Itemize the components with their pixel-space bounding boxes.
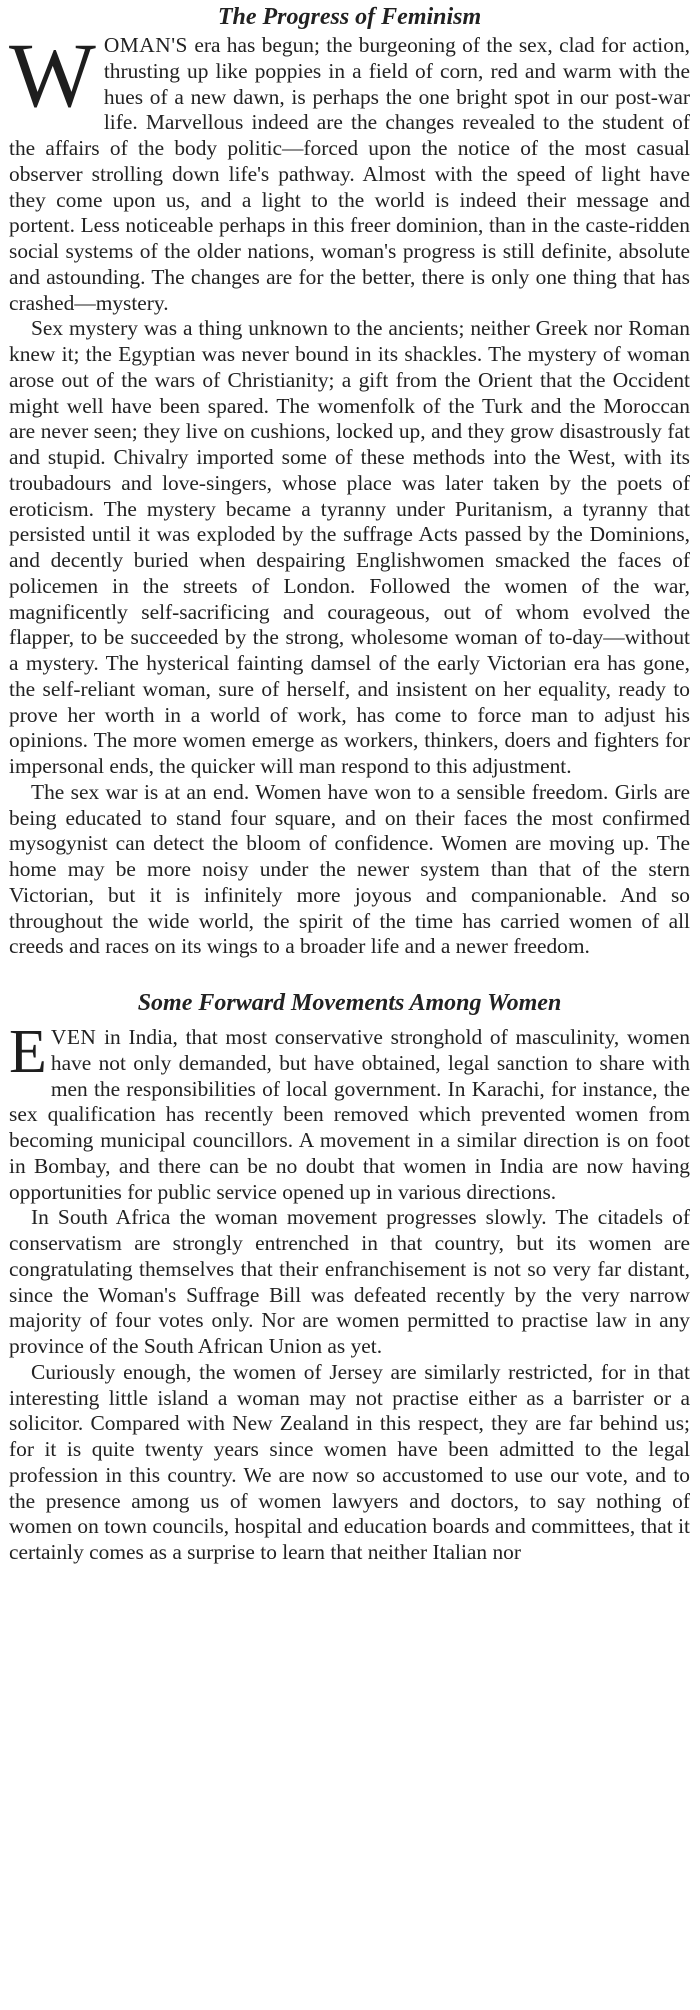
lead-in-caps: VEN: [50, 1025, 97, 1049]
article-paragraph: In South Africa the woman movement progresses slowly. The citadels of conservatism are strongly entrenched in that country, but its women are congratulating themselves that their enfranchisement is not so very far distant, since the Woman's Suffrage Bill was defeated recently by the very narrow majority of four votes only. Nor are women permitted to practise law in any province of the South African Union as yet.: [9, 1205, 690, 1358]
drop-cap: E: [9, 1018, 47, 1086]
article-paragraph: [9, 1018, 690, 1205]
article-paragraph: Sex mystery was a thing unknown to the ancients; neither Greek nor Roman knew it; the Egyptian was never bound in its shackles. The mystery of woman arose out of the wars of Christianity; a gift from the Orient that the Occident might well have been spared. The womenfolk of the Turk and the Moroccan are never seen; they live on cushions, locked up, and they grow disastrously fat and stupid. Chivalry imported some of these methods into the West, with its troubadours and love-singers, whose place was later taken by the poets of eroticism. The mystery became a tyranny under Puritanism, a tyranny that persisted until it was exploded by the suffrage Acts passed by the Dominions, and decently buried when despairing Englishwomen smacked the faces of policemen in the streets of London. Followed the women of the war, magnificently self-sacrificing and courageous, out of whom evolved the flapper, to be succeeded by the strong, wholesome woman of to-day—without a mystery. The hysterical fainting damsel of the early Victorian era has gone, the self-reliant woman, sure of herself, and insistent on her equality, ready to prove her worth in a world of work, has come to force man to adjust his opinions. The more women emerge as workers, thinkers, doers and fighters for impersonal ends, the quicker will man respond to this adjustment.: [9, 316, 690, 778]
paragraph-text: in India, that most conservative stronghold of masculinity, women have not only demanded, but have obtained, legal sanction to share with men the responsibilities of local government. In Karachi, for instance, the sex qualification has recently been removed which prevented women from becoming municipal councillors. A movement in a similar direction is on foot in Bombay, and there can be no doubt that women in India are now having opportunities for public service opened up in various directions.: [9, 1025, 690, 1204]
article-title: Some Forward Movements Among Women: [137, 990, 562, 1016]
article-paragraph: Curiously enough, the women of Jersey are similarly restricted, for in that interesting little island a woman may not practise either as a barrister or a solicitor. Compared with New Zealand in this respect, they are far behind us; for it is quite twenty years since women have been admitted to the legal profession in this country. We are now so accustomed to use our vote, and to the presence among us of women lawyers and doctors, to say nothing of women on town councils, hospital and education boards and committees, that it certainly comes as a surprise to learn that neither Italian nor: [9, 1359, 690, 1564]
paragraph-text: era has begun; the burgeoning of the sex, clad for action, thrusting up like poppies in a field of corn, red and warm with the hues of a new dawn, is perhaps the one bright spot in our post-war life. Marvellous indeed are the changes revealed to the student of the affairs of the body politic—forced upon the notice of the most casual observer strolling down life's pathway. Almost with the speed of light have they come upon us, and a light to the world is indeed their message and portent. Less noticeable perhaps in this freer dominion, than in the caste-ridden social systems of the older nations, woman's progress is still definite, absolute and astounding. The changes are for the better, there is only one thing that has crashed—mystery.: [9, 33, 690, 315]
drop-cap: W: [9, 24, 96, 126]
article-paragraph: [9, 24, 690, 316]
article-progress-of-feminism: [9, 4, 690, 960]
lead-in-caps: OMAN'S: [103, 33, 188, 57]
article-forward-movements: [9, 990, 690, 1566]
article-paragraph: The sex war is at an end. Women have won to a sensible freedom. Girls are being educated to stand four square, and on their faces the most confirmed mysogynist can detect the bloom of confidence. Women are moving up. The home may be more noisy under the newer system than that of the stern Victorian, but it is infinitely more joyous and companionable. And so throughout the wide world, the spirit of the time has carried women of all creeds and races on its wings to a broader life and a newer freedom.: [9, 779, 690, 959]
article-title: The Progress of Feminism: [217, 4, 482, 30]
